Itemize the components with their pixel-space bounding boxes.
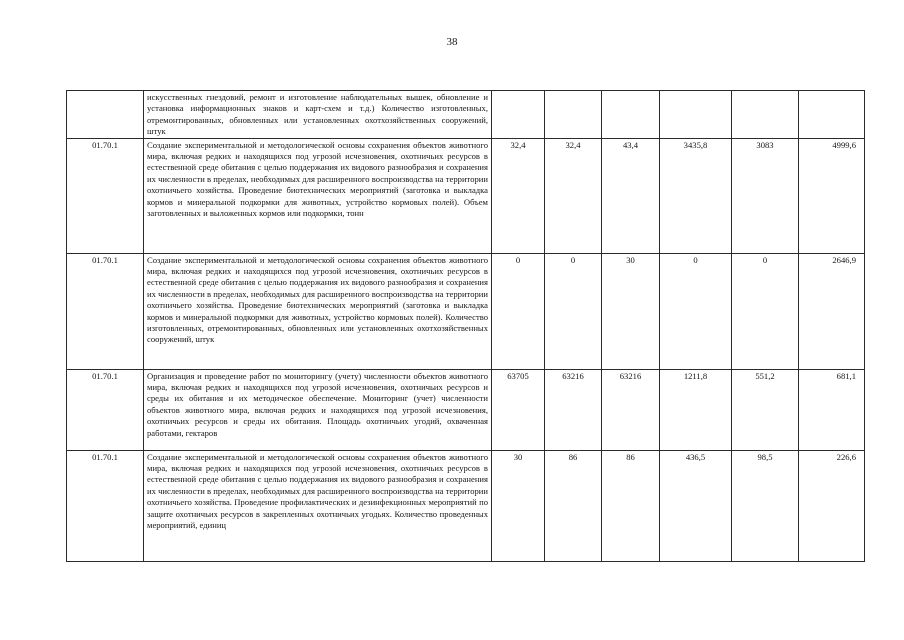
value-cell: 681,1 <box>799 369 865 450</box>
row-code <box>67 91 144 139</box>
row-description: Организация и проведение работ по мониторингу (учету) численности объектов животного мира, включая редких и находящихся под угрозой исчезновения, охотничьих ресурсов и среды их обитания и их методическое обеспечение. Мониторинг (учет) численности объектов животного мира, включая редких и находящихся под угрозой исчезновения, охотничьих ресурсов и среды их обитания. Площадь охотничьих угодий, охваченная работами, гектаров <box>144 369 492 450</box>
value-cell <box>799 91 865 139</box>
value-cell: 63216 <box>545 369 602 450</box>
value-cell: 0 <box>660 253 732 369</box>
value-cell: 30 <box>492 450 545 561</box>
table-row <box>67 91 865 139</box>
row-description: Создание экспериментальной и методологической основы сохранения объектов животного мира, включая редких и находящихся под угрозой исчезновения, охотничьих ресурсов в естественной среде обитания с целью поддержания их видового разнообразия и сохранения их численности в пределах, необходимых для расширенного воспроизводства на территории охотничьего хозяйства. Проведение биотехнических мероприятий (заготовка и выкладка кормов и минеральной подкормки для животных, устройство кормовых полей). Объем заготовленных и выложенных кормов или подкормки, тонн <box>144 138 492 253</box>
value-cell <box>660 91 732 139</box>
value-cell: 226,6 <box>799 450 865 561</box>
value-cell: 4999,6 <box>799 138 865 253</box>
value-cell: 2646,9 <box>799 253 865 369</box>
value-cell: 63216 <box>602 369 660 450</box>
table-row <box>67 369 865 450</box>
value-cell: 3435,8 <box>660 138 732 253</box>
value-cell: 86 <box>602 450 660 561</box>
table-row <box>67 253 865 369</box>
value-cell: 32,4 <box>545 138 602 253</box>
value-cell <box>732 91 799 139</box>
row-description: Создание экспериментальной и методологической основы сохранения объектов животного мира, включая редких и находящихся под угрозой исчезновения, охотничьих ресурсов в естественной среде обитания с целью поддержания их видового разнообразия и сохранения их численности в пределах, необходимых для расширенного воспроизводства на территории охотничьего хозяйства. Проведение биотехнических мероприятий (заготовка и выкладка кормов и минеральной подкормки для животных, устройство кормовых полей). Количество изготовленных, отремонтированных, обновленных или установленных охотхозяйственных сооружений, штук <box>144 253 492 369</box>
row-description: Создание экспериментальной и методологической основы сохранения объектов животного мира, включая редких и находящихся под угрозой исчезновения, охотничьих ресурсов в естественной среде обитания с целью поддержания их видового разнообразия и сохранения их численности в пределах, необходимых для расширенного воспроизводства на территории охотничьего хозяйства. Проведение профилактических и дезинфекционных мероприятий по защите охотничьих ресурсов в закрепленных охотничьих угодьях. Количество проведенных мероприятий, единиц <box>144 450 492 561</box>
value-cell: 3083 <box>732 138 799 253</box>
row-code: 01.70.1 <box>67 369 144 450</box>
value-cell: 551,2 <box>732 369 799 450</box>
value-cell: 86 <box>545 450 602 561</box>
table-row <box>67 138 865 253</box>
value-cell: 98,5 <box>732 450 799 561</box>
page-number: 38 <box>446 36 458 48</box>
row-description: искусственных гнездовий, ремонт и изготовление наблюдательных вышек, обновление и установка информационных знаков и карт-схем и т.д.) Количество изготовленных, отремонтированных, обновленных или установленных охотхозяйственных сооружений, штук <box>144 91 492 139</box>
value-cell: 0 <box>492 253 545 369</box>
table-row <box>67 450 865 561</box>
value-cell: 30 <box>602 253 660 369</box>
value-cell: 43,4 <box>602 138 660 253</box>
row-code: 01.70.1 <box>67 253 144 369</box>
value-cell <box>492 91 545 139</box>
row-code: 01.70.1 <box>67 450 144 561</box>
value-cell: 436,5 <box>660 450 732 561</box>
value-cell <box>602 91 660 139</box>
value-cell: 0 <box>545 253 602 369</box>
row-code: 01.70.1 <box>67 138 144 253</box>
value-cell: 63705 <box>492 369 545 450</box>
value-cell: 0 <box>732 253 799 369</box>
data-table <box>66 90 865 562</box>
value-cell: 1211,8 <box>660 369 732 450</box>
value-cell <box>545 91 602 139</box>
value-cell: 32,4 <box>492 138 545 253</box>
